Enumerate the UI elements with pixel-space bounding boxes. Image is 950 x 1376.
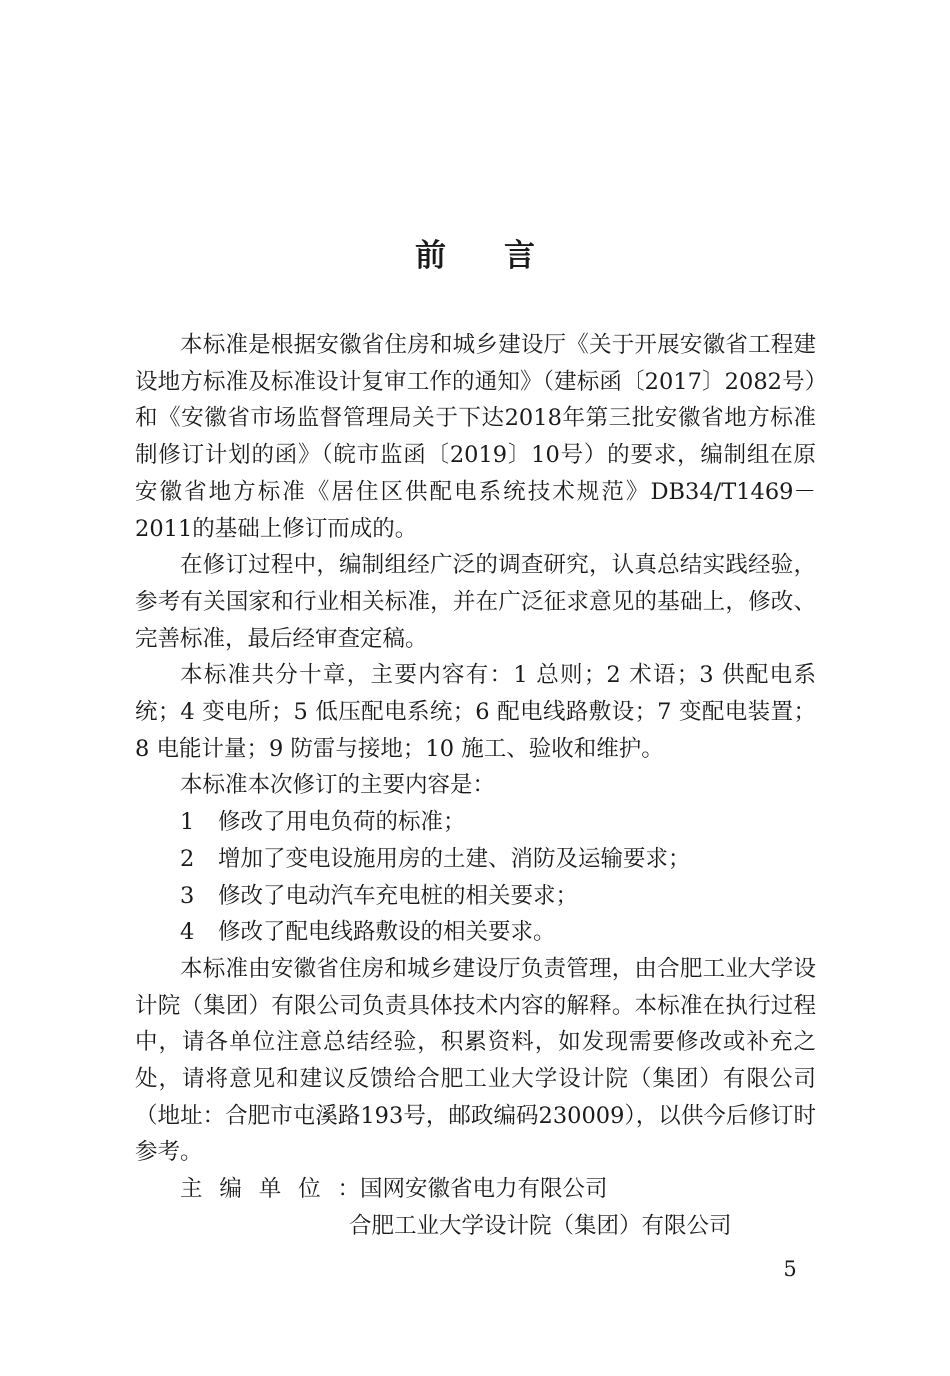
revision-item-text: 修改了用电负荷的标准； (218, 809, 466, 836)
page-number: 5 (783, 1257, 797, 1281)
paragraph-process: 在修订过程中，编制组经广泛的调查研究，认真总结实践经验，参考有关国家和行业相关标准，并在广泛征求意见的基础上，修改、完善标准，最后经审查定稿。 (135, 552, 816, 652)
revision-item-number: 1 (180, 809, 195, 836)
chief-editor-line-2 (135, 1208, 816, 1245)
page-title: 前言 (415, 238, 593, 274)
revision-item-number: 4 (180, 919, 195, 946)
paragraph-management: 本标准由安徽省住房和城乡建设厅负责管理，由合肥工业大学设计院（集团）有限公司负责具体技术内容的解释。本标准在执行过程中，请各单位注意总结经验，积累资料，如发现需要修改或补充之处，请将意见和建议反馈给合肥工业大学设计院（集团）有限公司（地址：合肥市屯溪路193号，邮政编码230009），以供今后修订时参考。 (135, 955, 816, 1166)
revision-item (135, 841, 816, 878)
revision-item-text: 修改了配电线路敷设的相关要求。 (218, 919, 556, 946)
revision-item (135, 878, 816, 915)
chief-editor-unit-2: 合肥工业大学设计院（集团）有限公司 (349, 1212, 732, 1239)
revision-item-number: 2 (180, 845, 195, 872)
paragraph-revision-intro: 本标准本次修订的主要内容是： (180, 772, 496, 799)
chief-editor-separator: ： (337, 1176, 361, 1203)
revision-item-number: 3 (180, 882, 195, 909)
chief-editor-label: 主编单位 (180, 1176, 338, 1203)
revision-item (135, 804, 816, 841)
paragraph-basis: 本标准是根据安徽省住房和城乡建设厅《关于开展安徽省工程建设地方标准及标准设计复审工作的通知》（建标函〔2017〕2082号）和《安徽省市场监督管理局关于下达2018年第三批安徽省地方标准制修订计划的函》（皖市监函〔2019〕10号）的要求，编制组在原安徽省地方标准《居住区供配电系统技术规范》DB34/T1469－2011的基础上修订而成的。 (135, 332, 816, 542)
revision-item-text: 修改了电动汽车充电桩的相关要求； (218, 882, 579, 909)
preface-body (135, 327, 816, 1245)
chief-editor-unit-1: 国网安徽省电力有限公司 (360, 1176, 608, 1203)
revision-item (135, 914, 816, 951)
paragraph-contents: 本标准共分十章，主要内容有：1 总则；2 术语；3 供配电系统；4 变电所；5 低压配电系统；6 配电线路敷设；7 变配电装置；8 电能计量；9 防雷与接地；10 施工、验收和维护。 (135, 662, 816, 762)
chief-editor-line (135, 1171, 816, 1208)
revision-item-text: 增加了变电设施用房的土建、消防及运输要求； (218, 845, 691, 872)
